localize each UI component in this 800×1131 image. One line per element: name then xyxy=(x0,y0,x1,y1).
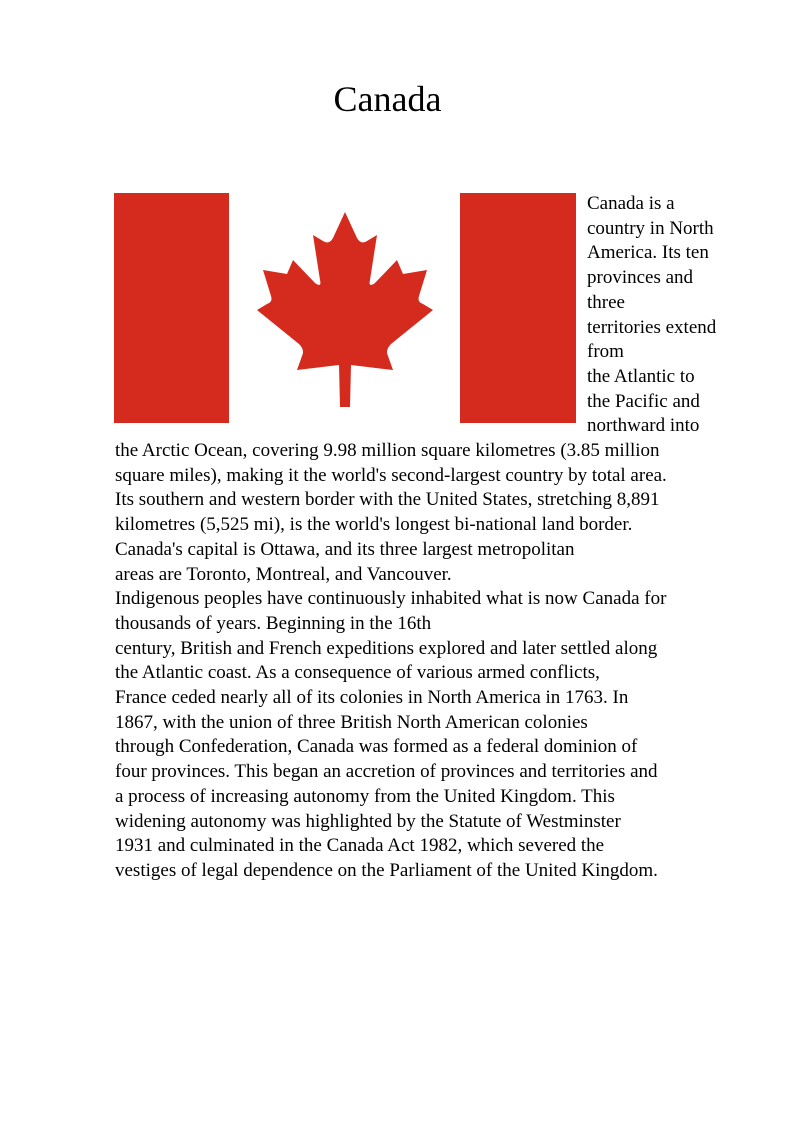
text-line: vestiges of legal dependence on the Parliament of the United Kingdom. xyxy=(115,859,658,881)
text-line: Indigenous peoples have continuously inhabited what is now Canada for xyxy=(115,588,667,610)
text-line: Canada's capital is Ottawa, and its three largest metropolitan xyxy=(115,538,575,560)
text-line: four provinces. This began an accretion of provinces and territories and xyxy=(115,761,658,783)
flag-right-red-band xyxy=(460,193,576,423)
text-line: through Confederation, Canada was formed as a federal dominion of xyxy=(115,736,638,758)
text-line: country in North xyxy=(587,217,714,239)
text-line: century, British and French expeditions explored and later settled along xyxy=(115,637,658,659)
text-line: three xyxy=(587,291,625,313)
text-line: 1867, with the union of three British North American colonies xyxy=(115,711,588,733)
body-paragraph xyxy=(115,439,755,884)
text-line: widening autonomy was highlighted by the Statute of Westminster xyxy=(115,810,621,832)
canada-flag-image xyxy=(114,193,576,423)
text-line: northward into xyxy=(587,415,700,437)
page-title: Canada xyxy=(333,79,442,119)
text-line: kilometres (5,525 mi), is the world's longest bi-national land border. xyxy=(115,514,633,536)
text-line: the Pacific and xyxy=(587,390,700,412)
intro-paragraph-side xyxy=(587,192,757,439)
text-line: from xyxy=(587,341,624,363)
text-line: territories extend xyxy=(587,316,717,338)
text-line: square miles), making it the world's second-largest country by total area. xyxy=(115,464,667,486)
text-line: Canada is a xyxy=(587,193,675,214)
text-line: thousands of years. Beginning in the 16th xyxy=(115,612,432,634)
text-line: provinces and xyxy=(587,267,694,289)
text-line: the Arctic Ocean, covering 9.98 million square kilometres (3.85 million xyxy=(115,440,660,461)
text-line: a process of increasing autonomy from the United Kingdom. This xyxy=(115,785,615,807)
text-line: Its southern and western border with the United States, stretching 8,891 xyxy=(115,489,660,511)
text-line: areas are Toronto, Montreal, and Vancouver. xyxy=(115,563,452,585)
text-line: the Atlantic to xyxy=(587,365,695,387)
flag-left-red-band xyxy=(114,193,229,423)
text-line: 1931 and culminated in the Canada Act 1982, which severed the xyxy=(115,835,605,857)
text-line: America. Its ten xyxy=(587,242,709,264)
text-line: the Atlantic coast. As a consequence of various armed conflicts, xyxy=(115,662,600,684)
text-line: France ceded nearly all of its colonies in North America in 1763. In xyxy=(115,687,629,709)
